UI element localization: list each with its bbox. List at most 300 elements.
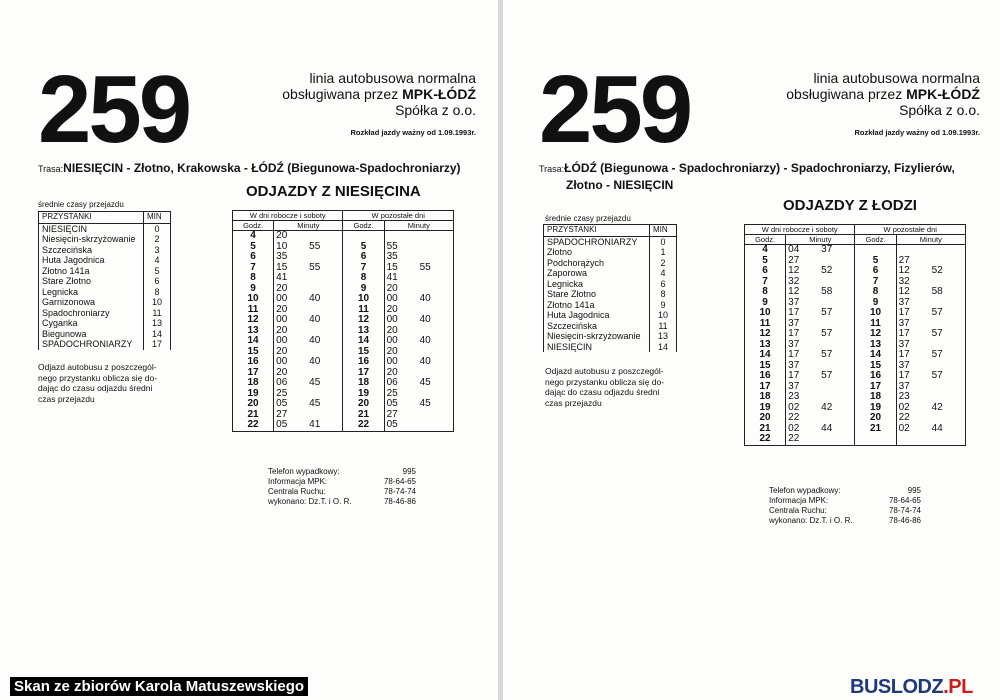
- holiday-minute-1: 12: [898, 265, 910, 276]
- departures-title: ODJAZDY Z NIESIĘCINA: [246, 183, 421, 200]
- stop-minutes: 2: [144, 234, 171, 245]
- stop-name: Niesięcin-skrzyżowanie: [544, 331, 650, 342]
- weekday-minute-1: 17: [788, 349, 800, 360]
- departure-row: [745, 413, 966, 424]
- weekday-hour: 7: [233, 263, 274, 274]
- weekday-minute-2: 41: [307, 420, 343, 431]
- holiday-minute-2: 45: [418, 378, 454, 389]
- weekday-hour: 21: [233, 410, 274, 421]
- holiday-hour: 10: [855, 308, 896, 319]
- note-line: Odjazd autobusu z poszczegól-: [545, 366, 664, 376]
- weekday-minute-1: 41: [276, 272, 288, 283]
- weekday-minute-2: 55: [307, 263, 343, 274]
- weekday-minute-1: 06: [276, 377, 288, 388]
- holiday-minute-2: 57: [930, 350, 966, 361]
- holiday-minute-1: 20: [386, 282, 398, 294]
- stop-row: [544, 236, 677, 247]
- weekday-minute-2: 45: [307, 378, 343, 389]
- stop-minutes: 11: [144, 308, 171, 319]
- holiday-hour: 17: [855, 382, 896, 393]
- line-number: 259: [38, 56, 190, 163]
- holiday-minute-2: 44: [930, 424, 966, 435]
- stop-minutes: 4: [144, 255, 171, 266]
- stop-minutes: 0: [144, 223, 171, 234]
- holiday-minute-1: [384, 231, 418, 242]
- stop-row: [544, 310, 677, 321]
- holiday-minute-1: 05: [384, 420, 418, 431]
- weekday-minute-2: 37: [819, 245, 855, 256]
- stop-row: [39, 255, 171, 266]
- contact-row: [769, 486, 921, 496]
- stop-row: [39, 234, 171, 245]
- weekday-minute-1: 10: [276, 240, 288, 252]
- departure-row: [233, 315, 454, 326]
- header-line3: Spółka z o.o.: [899, 102, 980, 118]
- holiday-minute-1: 35: [386, 251, 398, 262]
- departure-row: [745, 308, 966, 319]
- weekday-minute-1: 22: [788, 412, 800, 423]
- weekday-minute-1: 00: [276, 356, 288, 367]
- departure-row: [745, 245, 966, 256]
- holiday-hour: 16: [855, 371, 896, 382]
- contact-number: 78-46-86: [383, 497, 416, 506]
- departures-table: W dni robocze i soboty W pozostałe dni Godz. Minuty Godz. Minuty 4 20 5 10 55 5 55 6 35 6 35 7 15 55 7 15 55 8 41 8 41 9 20 9 20 10 00 40 10 00 40 11 20 11 20 12 00 40 12 00 40 13 20 13 20 14 00 40 14 00 40 15 20 15 20 16 00 40 16 00 40 17 20 17 20 18 06 45 18 06 45 19 25 19 25 20 05 45 20 05 45 21 27 21 27 22 05 41 22 05: [232, 210, 454, 432]
- contact-info: [268, 467, 416, 507]
- weekday-hour: 10: [233, 294, 274, 305]
- contact-number: 995: [907, 486, 921, 495]
- stop-name: Niesięcin-skrzyżowanie: [39, 234, 144, 245]
- weekday-hour: 20: [745, 413, 786, 424]
- holiday-minute-2: 57: [930, 308, 966, 319]
- contact-label: Centrala Ruchu:: [268, 487, 326, 496]
- weekday-minute-1: 37: [788, 317, 800, 329]
- holiday-hour: 20: [343, 399, 384, 410]
- holiday-minute-1: 00: [386, 356, 398, 367]
- stop-row: [544, 268, 677, 279]
- stop-row: [39, 308, 171, 319]
- holiday-minute-1: 06: [386, 377, 398, 388]
- holiday-hour: 19: [855, 403, 896, 414]
- stop-row: [544, 342, 677, 353]
- weekday-minute-1: 32: [788, 275, 800, 287]
- stop-row: [544, 321, 677, 332]
- weekday-minute-1: 00: [276, 314, 288, 325]
- holiday-minute-2: 45: [418, 399, 454, 410]
- contact-label: wykonano: Dz.T. i O. R.: [769, 516, 853, 525]
- weekday-hour: 10: [745, 308, 786, 319]
- contact-label: wykonano: Dz.T. i O. R.: [268, 497, 352, 506]
- stop-name: Garnizonowa: [39, 297, 144, 308]
- departure-row: [745, 329, 966, 340]
- weekday-hour: 15: [233, 347, 274, 358]
- holiday-minute-2: 40: [418, 315, 454, 326]
- weekday-minute-1: 04: [788, 244, 800, 255]
- stop-name: Legnicka: [39, 287, 144, 298]
- stops-table: PRZYSTANKI MIN SPADOCHRONIARZY 0 Złotno 1 Podchorążych 2 Zaporowa 4 Legnicka 6 Stare Złotno 8 Złotno 141a 9 Huta Jagodnica 10 Szczecińska 11 Niesięcin-skrzyżowanie 13 NIESIĘCIN 14: [543, 224, 677, 352]
- holiday-hour: 9: [343, 284, 384, 295]
- weekday-hour: 4: [745, 245, 786, 256]
- holiday-hour: 18: [343, 378, 384, 389]
- holiday-minute-2: 40: [418, 357, 454, 368]
- stop-minutes: 10: [650, 310, 677, 321]
- holiday-hour: 6: [343, 252, 384, 263]
- stop-minutes: 0: [650, 236, 677, 247]
- holiday-minute-1: 00: [386, 335, 398, 346]
- departure-row: [233, 252, 454, 263]
- travel-note: [545, 366, 664, 408]
- stop-minutes: 4: [650, 268, 677, 279]
- weekday-hour: 18: [233, 378, 274, 389]
- departure-row: [745, 266, 966, 277]
- stop-name: Podchorążych: [544, 258, 650, 269]
- holiday-minute-1: 41: [386, 272, 398, 283]
- contact-number: 78-74-74: [888, 506, 921, 515]
- holiday-minute-1: 17: [898, 328, 910, 339]
- departure-row: [745, 392, 966, 403]
- holiday-hour: [855, 434, 896, 445]
- stop-minutes: 2: [650, 258, 677, 269]
- holiday-minute-2: [930, 245, 966, 256]
- stop-name: Złotno: [544, 247, 650, 258]
- stop-name: Szczecińska: [544, 321, 650, 332]
- weekday-minute-2: 40: [307, 336, 343, 347]
- buslodz-logo[interactable]: BUSLODZ.PL: [850, 676, 973, 698]
- holiday-minute-1: 37: [898, 359, 910, 371]
- weekday-minute-2: [307, 231, 343, 242]
- stop-name: Złotno 141a: [544, 300, 650, 311]
- contact-row: [769, 506, 921, 516]
- departure-row: [745, 434, 966, 445]
- holiday-hour: 18: [855, 392, 896, 403]
- weekday-minute-1: 00: [276, 335, 288, 346]
- weekday-hour: 11: [233, 305, 274, 316]
- weekday-hour: 16: [233, 357, 274, 368]
- stop-minutes: 10: [144, 297, 171, 308]
- holiday-hour: 9: [855, 298, 896, 309]
- holiday-hour: 19: [343, 389, 384, 400]
- contact-label: Centrala Ruchu:: [769, 506, 827, 515]
- weekday-minute-1: 02: [788, 422, 800, 434]
- departure-row: [745, 424, 966, 435]
- holiday-hour: 12: [343, 315, 384, 326]
- holiday-minute-1: 15: [386, 261, 398, 273]
- weekday-hour: 11: [745, 319, 786, 330]
- departure-row: [745, 287, 966, 298]
- holiday-minute-1: 22: [898, 412, 910, 423]
- stop-name: Biegunowa: [39, 329, 144, 340]
- contact-row: [769, 516, 921, 526]
- holiday-minute-1: 37: [898, 380, 910, 392]
- stop-row: [39, 329, 171, 340]
- contact-row: [268, 467, 416, 477]
- stop-name: Legnicka: [544, 279, 650, 290]
- stop-name: SPADOCHRONIARZY: [544, 236, 650, 247]
- weekday-minute-2: 44: [819, 424, 855, 435]
- contact-label: Telefon wypadkowy:: [769, 486, 841, 495]
- holiday-hour: 14: [855, 350, 896, 361]
- departure-row: [745, 350, 966, 361]
- holiday-minute-1: 02: [898, 401, 910, 413]
- holiday-minute-1: 17: [898, 370, 910, 381]
- holiday-minute-2: 57: [930, 329, 966, 340]
- holiday-minute-2: [418, 420, 454, 431]
- stop-row: [544, 300, 677, 311]
- weekday-hour: 19: [745, 403, 786, 414]
- weekday-minute-1: 20: [276, 230, 288, 241]
- holiday-minute-2: 57: [930, 371, 966, 382]
- stop-name: Stare Złotno: [544, 289, 650, 300]
- weekday-minute-1: 17: [788, 307, 800, 318]
- weekday-hour: 8: [233, 273, 274, 284]
- weekday-minute-1: 00: [276, 293, 288, 304]
- weekday-minute-1: 20: [276, 366, 288, 378]
- departure-row: [233, 231, 454, 242]
- weekday-hour: 19: [233, 389, 274, 400]
- weekday-hour: 15: [745, 361, 786, 372]
- weekday-hour: 12: [745, 329, 786, 340]
- note-line: czas przejazdu: [38, 393, 95, 404]
- holiday-minute-2: [418, 252, 454, 263]
- weekday-hour: 18: [745, 392, 786, 403]
- weekday-minute-1: 35: [276, 251, 288, 262]
- holiday-minute-2: [418, 242, 454, 253]
- weekday-hour: 13: [745, 340, 786, 351]
- weekday-hour: 4: [233, 231, 274, 242]
- weekday-minute-1: 27: [276, 408, 288, 420]
- header-line1: linia autobusowa normalna: [309, 70, 476, 86]
- weekday-minute-1: 02: [788, 401, 800, 413]
- stop-minutes: 17: [144, 339, 171, 350]
- stop-minutes: 8: [650, 289, 677, 300]
- holiday-minute-1: 20: [386, 324, 398, 336]
- travel-times-label: średnie czasy przejazdu: [38, 200, 124, 209]
- contact-number: 78-46-86: [888, 516, 921, 525]
- stop-row: [544, 247, 677, 258]
- holiday-minute-1: 02: [898, 422, 910, 434]
- holiday-hour: 7: [343, 263, 384, 274]
- stop-minutes: 14: [144, 329, 171, 340]
- holiday-hour: 11: [343, 305, 384, 316]
- holiday-minute-1: 27: [386, 408, 398, 420]
- holiday-hour: 21: [343, 410, 384, 421]
- weekday-minute-1: 23: [788, 391, 800, 402]
- stop-minutes: 9: [650, 300, 677, 311]
- weekday-minute-1: 20: [276, 345, 288, 357]
- line-number: 259: [539, 56, 691, 163]
- weekday-hour: 17: [233, 368, 274, 379]
- holiday-hour: [855, 245, 896, 256]
- stop-name: Cyganka: [39, 318, 144, 329]
- weekday-minute-1: 15: [276, 261, 288, 273]
- header-text: [282, 70, 476, 118]
- stop-name: NIESIĘCIN: [544, 342, 650, 353]
- timetable-sheet-lodz: [503, 0, 1000, 700]
- holiday-hour: 6: [855, 266, 896, 277]
- holiday-hour: 16: [343, 357, 384, 368]
- holiday-minute-1: 20: [386, 303, 398, 315]
- holiday-minute-1: 55: [386, 240, 398, 252]
- weekday-minute-2: 42: [819, 403, 855, 414]
- weekday-minute-2: [819, 413, 855, 424]
- holiday-minute-1: 37: [898, 338, 910, 350]
- timetable-sheet-niesiecin: [0, 0, 498, 700]
- holiday-hour: 5: [343, 242, 384, 253]
- contact-label: Informacja MPK:: [268, 477, 328, 486]
- validity-date: Rozkład jazdy ważny od 1.09.1993r.: [854, 128, 980, 137]
- travel-note: [38, 362, 157, 404]
- stop-row: [39, 287, 171, 298]
- weekday-minute-2: [307, 252, 343, 263]
- header-text: [786, 70, 980, 118]
- weekday-minute-1: 17: [788, 370, 800, 381]
- holiday-minute-2: 40: [418, 336, 454, 347]
- weekday-minute-1: 12: [788, 286, 800, 297]
- header-line2: obsługiwana przez MPK-ŁÓDŹ: [282, 86, 476, 102]
- holiday-minute-2: 58: [930, 287, 966, 298]
- weekday-minute-1: 22: [786, 434, 820, 445]
- stop-minutes: 14: [650, 342, 677, 353]
- weekday-hour: 8: [745, 287, 786, 298]
- travel-times-label: średnie czasy przejazdu: [545, 214, 631, 223]
- note-line: dając do czasu odjazdu średni: [38, 383, 153, 393]
- weekday-minute-1: 05: [274, 420, 308, 431]
- stop-minutes: 13: [650, 331, 677, 342]
- stop-name: Zaporowa: [544, 268, 650, 279]
- weekday-minute-1: 17: [788, 328, 800, 339]
- holiday-minute-2: 55: [418, 263, 454, 274]
- stop-minutes: 6: [650, 279, 677, 290]
- holiday-minute-1: 27: [898, 254, 910, 266]
- stop-name: NIESIĘCIN: [39, 223, 144, 234]
- departure-row: [233, 336, 454, 347]
- holiday-minute-2: [930, 392, 966, 403]
- weekday-minute-2: 57: [819, 329, 855, 340]
- weekday-hour: 17: [745, 382, 786, 393]
- stop-name: Huta Jagodnica: [39, 255, 144, 266]
- holiday-minute-1: 00: [386, 293, 398, 304]
- stop-row: [544, 331, 677, 342]
- departures-title: ODJAZDY Z ŁODZI: [783, 197, 917, 214]
- contact-row: [268, 497, 416, 507]
- stop-name: Złotno 141a: [39, 266, 144, 277]
- note-line: dając do czasu odjazdu średni: [545, 387, 660, 397]
- weekday-minute-2: 57: [819, 350, 855, 361]
- header-line3: Spółka z o.o.: [395, 102, 476, 118]
- departure-row: [233, 263, 454, 274]
- holiday-hour: 10: [343, 294, 384, 305]
- stop-row: [39, 266, 171, 277]
- departure-row: [233, 273, 454, 284]
- weekday-hour: 5: [745, 256, 786, 267]
- stop-name: Spadochroniarzy: [39, 308, 144, 319]
- weekday-hour: 9: [745, 298, 786, 309]
- weekday-minute-1: 12: [788, 265, 800, 276]
- route-description: Trasa:ŁÓDŹ (Biegunowa - Spadochroniarzy) - Spadochroniarzy, Fizylierów, Złotno - NIESIĘCIN: [539, 161, 955, 192]
- weekday-hour: 12: [233, 315, 274, 326]
- weekday-minute-1: 27: [788, 254, 800, 266]
- weekday-hour: 20: [233, 399, 274, 410]
- weekday-hour: 22: [233, 420, 274, 431]
- holiday-hour: 8: [855, 287, 896, 298]
- contact-info: [769, 486, 921, 526]
- departure-row: [233, 357, 454, 368]
- weekday-hour: 9: [233, 284, 274, 295]
- holiday-minute-1: 20: [386, 345, 398, 357]
- contact-number: 995: [402, 467, 416, 476]
- departure-row: [233, 294, 454, 305]
- holiday-minute-2: 40: [418, 294, 454, 305]
- departure-row: [233, 378, 454, 389]
- weekday-hour: 14: [745, 350, 786, 361]
- holiday-minute-2: [930, 413, 966, 424]
- holiday-hour: 20: [855, 413, 896, 424]
- contact-number: 78-74-74: [383, 487, 416, 496]
- weekday-minute-1: 25: [276, 387, 288, 399]
- stop-name: Stare Złotno: [39, 276, 144, 287]
- holiday-minute-2: [418, 273, 454, 284]
- weekday-hour: 16: [745, 371, 786, 382]
- weekday-hour: 21: [745, 424, 786, 435]
- holiday-minute-1: 12: [898, 286, 910, 297]
- weekday-hour: 22: [745, 434, 786, 445]
- holiday-minute-1: 00: [386, 314, 398, 325]
- stop-minutes: 8: [144, 287, 171, 298]
- weekday-minute-2: 58: [819, 287, 855, 298]
- holiday-hour: 15: [855, 361, 896, 372]
- departures-table: W dni robocze i soboty W pozostałe dni Godz. Minuty Godz. Minuty 4 04 37 5 27 5 27 6 12 52 6 12 52 7 32 7 32 8 12 58 8 12 58 9 37 9 37 10 17 57 10 17 57 11 37 11 37 12 17 57 12 17 57 13 37 13 37 14 17 57 14 17 57 15 37 15 37 16 17 57 16 17 57 17 37 17 37 18 23 18 23 19 02 42 19 02 42 20 22 20 22 21 02 44 21 02 44 22 22: [744, 224, 966, 446]
- stop-name: Szczecińska: [39, 245, 144, 256]
- stops-table: PRZYSTANKI MIN NIESIĘCIN 0 Niesięcin-skrzyżowanie 2 Szczecińska 3 Huta Jagodnica 4 Złotno 141a 5 Stare Złotno 6 Legnicka 8 Garnizonowa 10 Spadochroniarzy 11 Cyganka 13 Biegunowa 14 SPADOCHRONIARZY 17: [38, 211, 171, 350]
- stop-minutes: 6: [144, 276, 171, 287]
- holiday-hour: 22: [343, 420, 384, 431]
- holiday-minute-1: 23: [898, 391, 910, 402]
- holiday-minute-1: 17: [898, 307, 910, 318]
- weekday-minute-2: [819, 382, 855, 393]
- weekday-minute-2: [819, 434, 855, 445]
- holiday-minute-2: [930, 382, 966, 393]
- departure-row: [233, 399, 454, 410]
- scan-credit-caption: Skan ze zbiorów Karola Matuszewskiego: [10, 677, 308, 696]
- holiday-hour: 13: [343, 326, 384, 337]
- stop-row: [39, 339, 171, 350]
- weekday-minute-2: 52: [819, 266, 855, 277]
- weekday-minute-1: 37: [788, 296, 800, 308]
- contact-number: 78-64-65: [383, 477, 416, 486]
- holiday-minute-1: 32: [898, 275, 910, 287]
- stop-minutes: 1: [650, 247, 677, 258]
- header-line2: obsługiwana przez MPK-ŁÓDŹ: [786, 86, 980, 102]
- weekday-hour: 7: [745, 277, 786, 288]
- weekday-minute-1: 37: [788, 359, 800, 371]
- weekday-minute-1: 05: [276, 398, 288, 409]
- header-line1: linia autobusowa normalna: [813, 70, 980, 86]
- departure-row: [233, 242, 454, 253]
- stop-row: [39, 245, 171, 256]
- holiday-minute-1: [896, 434, 930, 445]
- holiday-minute-2: [930, 434, 966, 445]
- weekday-minute-2: 40: [307, 315, 343, 326]
- contact-row: [268, 477, 416, 487]
- weekday-hour: 5: [233, 242, 274, 253]
- holiday-hour: 14: [343, 336, 384, 347]
- holiday-minute-1: 05: [386, 398, 398, 409]
- holiday-hour: 7: [855, 277, 896, 288]
- holiday-minute-2: 42: [930, 403, 966, 414]
- stop-row: [39, 297, 171, 308]
- weekday-minute-1: 20: [276, 324, 288, 336]
- contact-number: 78-64-65: [888, 496, 921, 505]
- departure-row: [233, 420, 454, 431]
